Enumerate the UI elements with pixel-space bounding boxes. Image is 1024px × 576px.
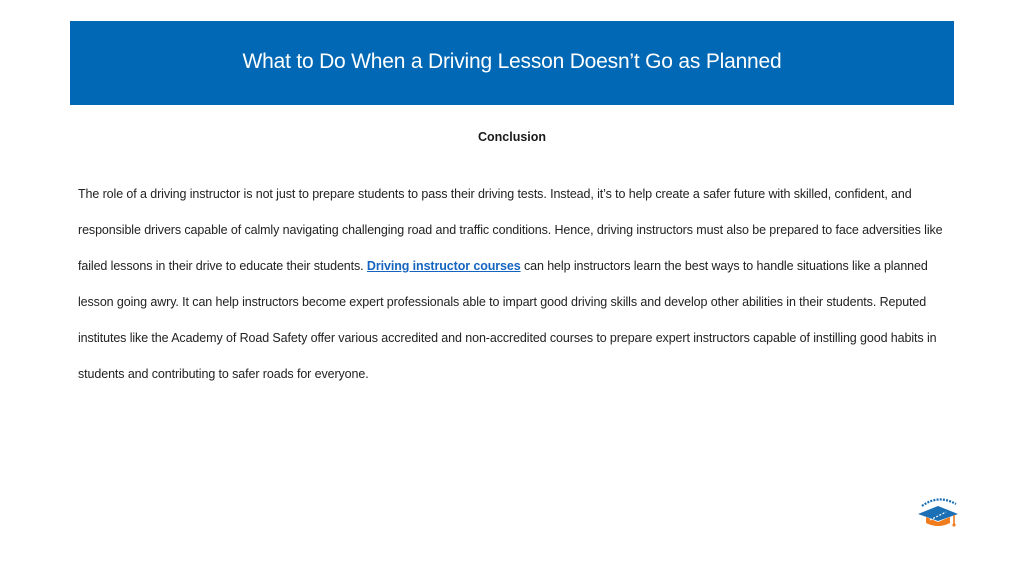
academy-logo <box>914 496 962 530</box>
paragraph-text-start: The role of a driving instructor is not just to prepare students to pass their driving tests. Instead, it’s to help create a safer future with skilled, confident, and responsible drivers capable of calmly navigating challenging road and traffic conditions. Hence, driving instructors must also be prepared to face adversities like failed lessons in their drive to educate their students. <box>78 187 943 273</box>
conclusion-paragraph <box>78 176 950 392</box>
slide-title: What to Do When a Driving Lesson Doesn’t Go as Planned <box>242 50 782 73</box>
paragraph-text-end: can help instructors learn the best ways to handle situations like a planned lesson going awry. It can help instructors become expert professionals able to impart good driving skills and develop other abilities in their students. Reputed institutes like the Academy of Road Safety offer various accredited and non-accredited courses to prepare expert instructors capable of instilling good habits in students and contributing to safer roads for everyone. <box>78 259 937 381</box>
section-heading: Conclusion <box>477 130 547 144</box>
graduation-cap-icon <box>914 496 962 530</box>
title-banner <box>70 21 954 105</box>
driving-instructor-courses-link[interactable]: Driving instructor courses <box>366 259 521 273</box>
